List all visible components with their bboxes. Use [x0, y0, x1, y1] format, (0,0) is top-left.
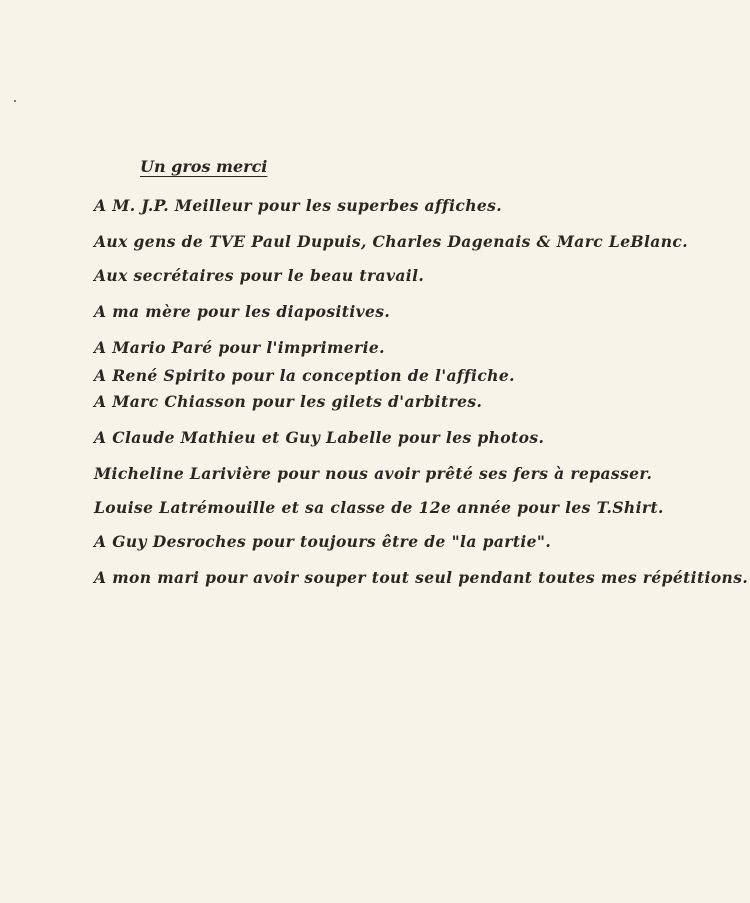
thanks-line: A Marc Chiasson pour les gilets d'arbitres.	[94, 392, 483, 411]
thanks-line: Louise Latrémouille et sa classe de 12e année pour les T.Shirt.	[94, 498, 664, 517]
thanks-line: A Mario Paré pour l'imprimerie.	[94, 338, 385, 357]
thanks-line: A René Spirito pour la conception de l'affiche.	[94, 366, 515, 385]
paper-speck	[14, 100, 16, 102]
thanks-line: Aux gens de TVE Paul Dupuis, Charles Dagenais & Marc LeBlanc.	[94, 232, 689, 251]
thanks-line: Micheline Larivière pour nous avoir prêté ses fers à repasser.	[94, 464, 653, 483]
thanks-line: A M. J.P. Meilleur pour les superbes affiches.	[94, 196, 503, 215]
thanks-line: Aux secrétaires pour le beau travail.	[94, 266, 425, 285]
thanks-line: A ma mère pour les diapositives.	[94, 302, 391, 321]
page-title: Un gros merci	[140, 157, 268, 176]
thanks-line: A Guy Desroches pour toujours être de "la partie".	[94, 532, 552, 551]
thanks-line: A mon mari pour avoir souper tout seul pendant toutes mes répétitions.	[94, 568, 749, 587]
thanks-line: A Claude Mathieu et Guy Labelle pour les photos.	[94, 428, 545, 447]
